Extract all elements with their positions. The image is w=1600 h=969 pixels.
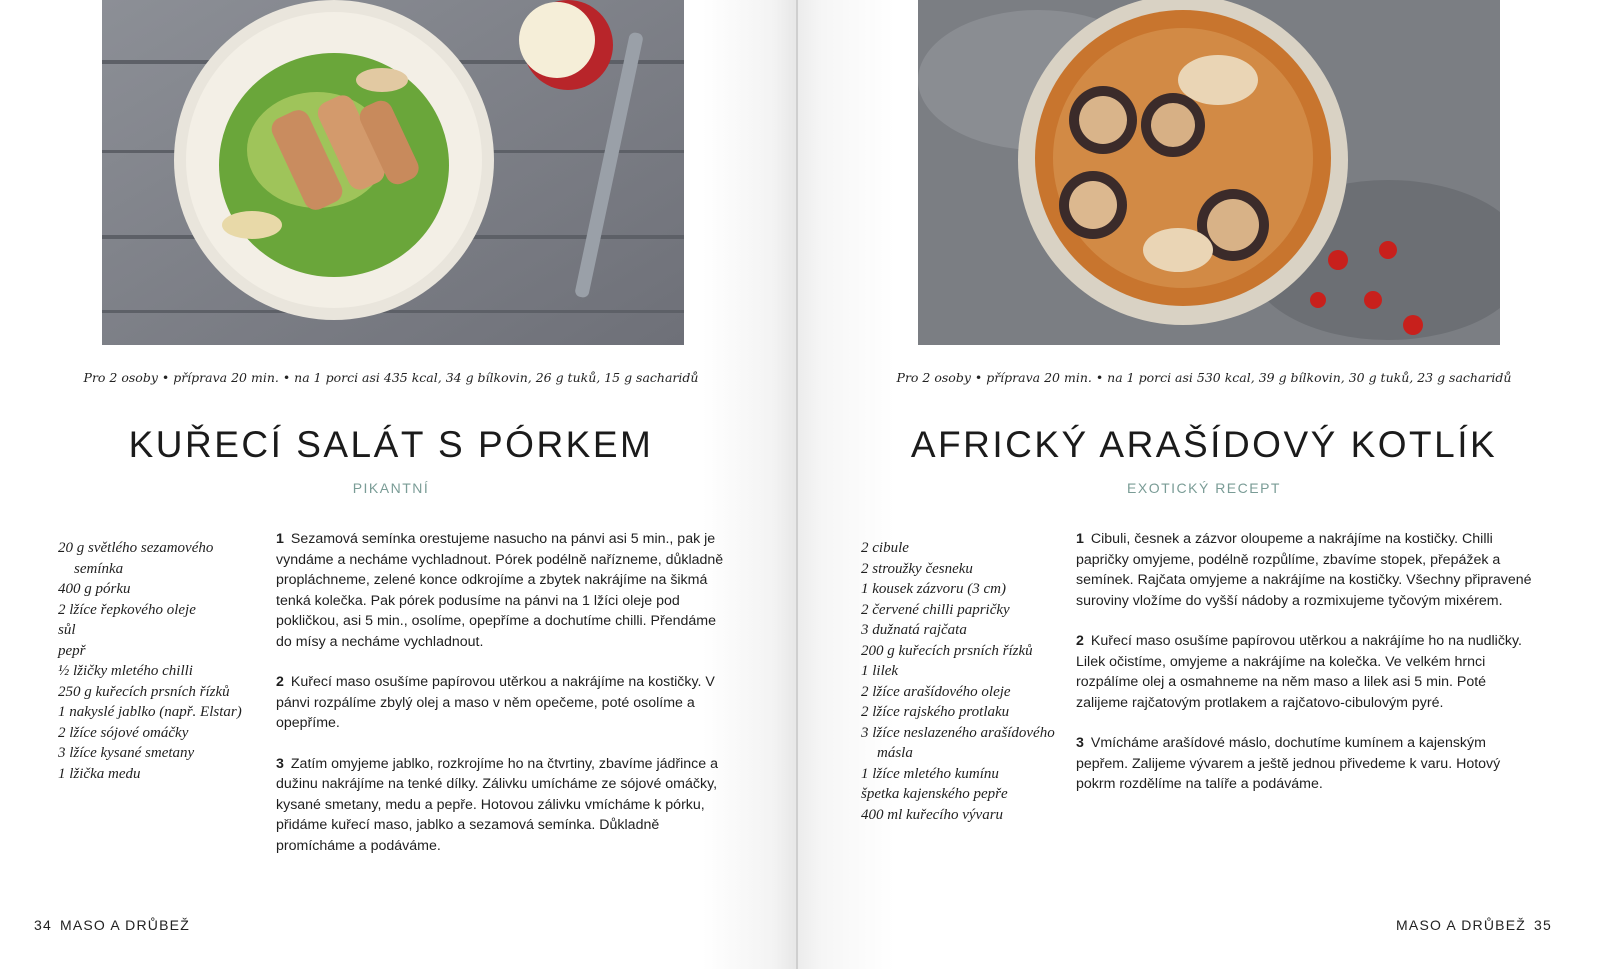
page-footer xyxy=(1396,917,1560,933)
section-name: MASO A DRŮBEŽ xyxy=(1396,917,1527,933)
recipe-meta: Pro 2 osoby • příprava 20 min. • na 1 porci asi 435 kcal, 34 g bílkovin, 26 g tuků, 15 g sacharidů xyxy=(83,370,699,385)
ingredients-list xyxy=(58,538,258,784)
section-name: MASO A DRŮBEŽ xyxy=(59,917,190,933)
page-number: 35 xyxy=(1534,917,1552,933)
step-number: 1 xyxy=(276,531,284,547)
ingredient-item: 2 lžíce sójové omáčky xyxy=(58,724,189,741)
recipe-title: AFRICKÝ ARAŠÍDOVÝ KOTLÍK xyxy=(910,424,1498,465)
ingredient-item: 400 ml kuřecího vývaru xyxy=(861,806,1004,823)
step-text: Vmícháme arašídové máslo, dochutíme kumínem a kajenským pepřem. Zalijeme vývarem a ještě jednou přivedeme k varu. Hotový pokrm rozdělíme na talíře a podáváme. xyxy=(1076,735,1501,792)
ingredient-item: 3 lžíce neslazeného arašídového másla xyxy=(861,724,1055,761)
ingredient-item: 1 lilek xyxy=(861,663,899,679)
ingredient-item: 2 lžíce arašídového oleje xyxy=(861,683,1011,700)
ingredient-item: pepř xyxy=(58,642,86,659)
step-text: Sezamová semínka orestujeme nasucho na pánvi asi 5 min., pak je vyndáme a necháme vychladnout. Pórek podélně nařízneme, důkladně propláchneme, zelené konce odkrojíme a zbytek nakrájíme na šikmá tenká kolečka. Pak pórek podusíme na pánvi na 1 lžíci oleje pod pokličkou, asi 5 min., osolíme, opepříme a dochutíme chilli. Přendáme do mísy a necháme vychladnout. xyxy=(276,531,724,650)
ingredient-item: 1 lžíce mletého kumínu xyxy=(861,765,999,782)
method-step xyxy=(276,672,732,734)
ingredient-item: špetka kajenského pepře xyxy=(861,786,1008,802)
method-step xyxy=(1076,733,1536,795)
step-text: Cibuli, česnek a zázvor oloupeme a nakrájíme na kostičky. Chilli papričky omyjeme, podélně rozpůlíme, zbavíme stopek, přepážek a semínek. Rajčata omyjeme a nakrájíme na kostičky. Všechny připravené suroviny vložíme do vyšší nádoby a rozmixujeme tyčovým mixérem. xyxy=(1076,531,1532,609)
method-step xyxy=(1076,529,1536,611)
page-number: 34 xyxy=(34,917,52,933)
left-page xyxy=(0,0,798,969)
ingredient-item: 2 stroužky česneku xyxy=(861,560,973,577)
page-footer xyxy=(26,917,190,933)
step-number: 3 xyxy=(1076,735,1084,751)
step-number: 2 xyxy=(276,674,284,690)
ingredient-item: 1 nakyslé jablko (např. Elstar) xyxy=(58,704,242,720)
method-steps xyxy=(1076,529,1536,815)
step-text: Zatím omyjeme jablko, rozkrojíme ho na čtvrtiny, zbavíme jádřince a dužinu nakrájíme na tenké dílky. Zálivku umícháme ze sójové omáčky, kysané smetany, medu a pepře. Hotovou zálivku vmícháme k pórku, přidáme kuřecí maso, jablko a sezamová semínka. Důkladně promícháme a podáváme. xyxy=(276,755,718,854)
ingredient-item: 2 cibule xyxy=(861,540,909,556)
ingredient-item: 20 g světlého sezamového semínka xyxy=(58,540,214,577)
ingredient-item: 250 g kuřecích prsních řízků xyxy=(58,683,230,700)
ingredient-item: ½ lžičky mletého chilli xyxy=(58,663,193,679)
ingredient-item: 2 lžíce řepkového oleje xyxy=(58,601,196,618)
step-text: Kuřecí maso osušíme papírovou utěrkou a nakrájíme ho na nudličky. Lilek očistíme, omyjeme a nakrájíme na kolečka. Ve velkém hrnci rozpálíme olej a osmahneme na něm maso a lilek asi 5 min. Poté zalijeme rajčatovým protlakem a rajčatovo-cibulovým pyré. xyxy=(1076,633,1522,711)
method-step xyxy=(276,754,732,857)
method-step xyxy=(1076,631,1536,713)
step-number: 2 xyxy=(1076,633,1084,649)
ingredient-item: 1 kousek zázvoru (3 cm) xyxy=(861,581,1006,597)
method-steps xyxy=(276,529,732,876)
step-number: 1 xyxy=(1076,531,1084,547)
recipe-meta: Pro 2 osoby • příprava 20 min. • na 1 porci asi 530 kcal, 39 g bílkovin, 30 g tuků, 23 g sacharidů xyxy=(896,370,1512,385)
step-text: Kuřecí maso osušíme papírovou utěrkou a nakrájíme na kostičky. V pánvi rozpálíme zbylý olej a maso v něm opečeme, poté osolíme a opepříme. xyxy=(276,674,715,731)
recipe-title: KUŘECÍ SALÁT S PÓRKEM xyxy=(128,424,654,465)
chicken-salad-photo xyxy=(102,0,684,345)
peanut-stew-photo xyxy=(918,0,1500,345)
recipe-subtitle: PIKANTNÍ xyxy=(352,480,430,496)
ingredient-item: 3 dužnatá rajčata xyxy=(861,622,967,638)
ingredient-item: 1 lžička medu xyxy=(58,765,141,782)
ingredient-item: 3 lžíce kysané smetany xyxy=(58,745,195,761)
ingredient-item: 2 červené chilli papričky xyxy=(861,601,1010,618)
ingredient-item: 200 g kuřecích prsních řízků xyxy=(861,642,1033,659)
ingredients-list xyxy=(861,538,1061,825)
ingredient-item: 400 g pórku xyxy=(58,581,131,597)
step-number: 3 xyxy=(276,755,284,772)
recipe-subtitle: EXOTICKÝ RECEPT xyxy=(1127,480,1281,496)
method-step xyxy=(276,529,732,652)
ingredient-item: 2 lžíce rajského protlaku xyxy=(861,704,1010,720)
right-page xyxy=(798,0,1600,969)
ingredient-item: sůl xyxy=(58,622,76,638)
